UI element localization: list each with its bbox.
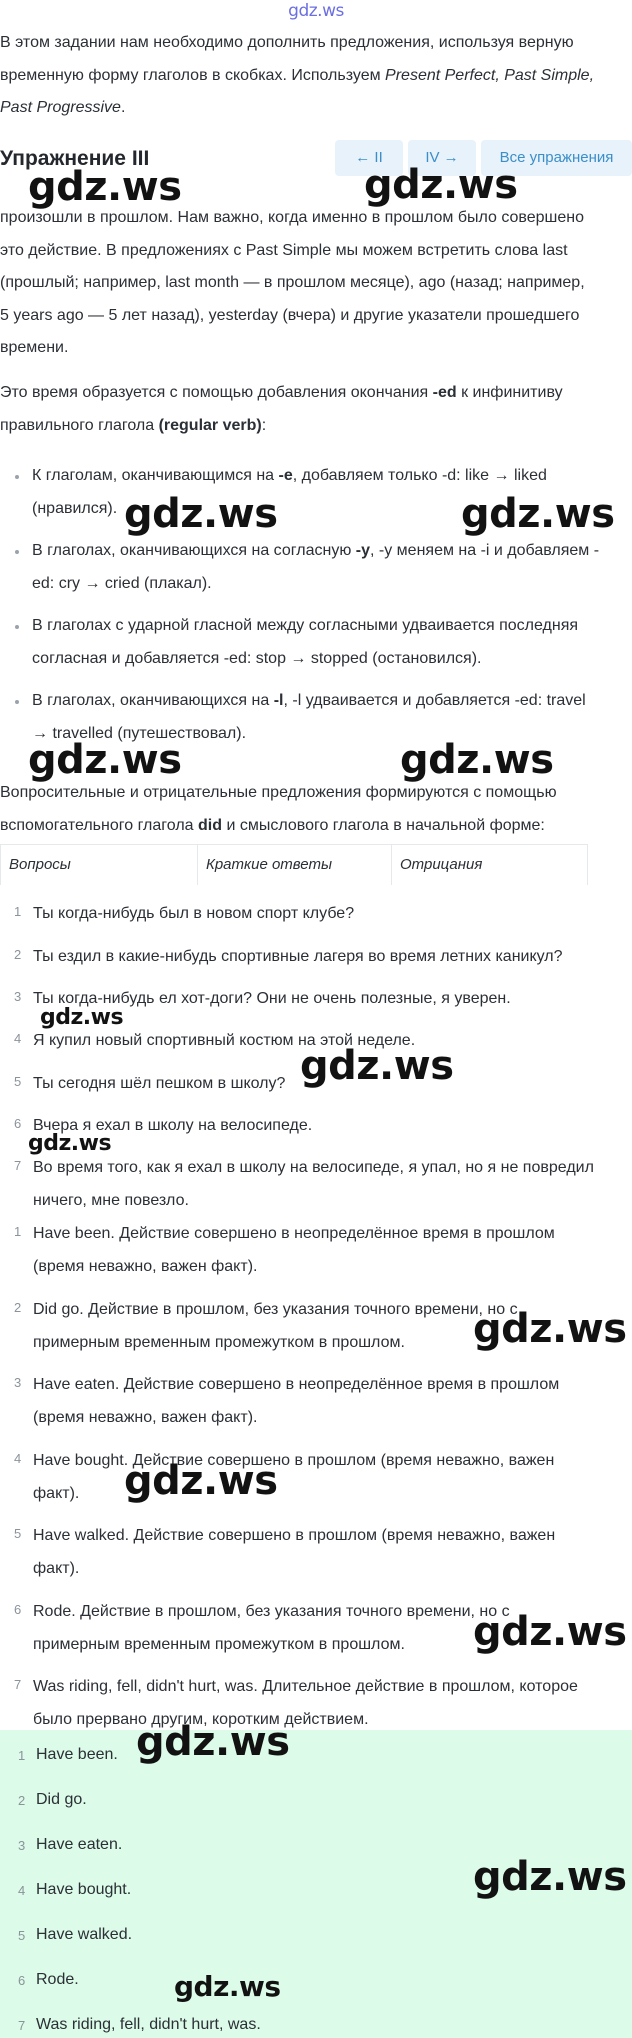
watermark: gdz.ws: [136, 1719, 290, 1765]
list-item: Ты ездил в какие-нибудь спортивные лагеря во время летних каникул?: [33, 948, 563, 965]
intro-line-1: В этом задании нам необходимо дополнить предложения, используя верную: [0, 34, 574, 51]
intro-line-2: [0, 60, 632, 93]
watermark: gdz.ws: [473, 1854, 627, 1900]
list-item-continuation: ничего, мне повезло.: [33, 1192, 189, 1209]
list-item: Have walked. Действие совершено в прошлом (время неважно, важен: [33, 1527, 556, 1544]
answer-item: Did go.: [36, 1791, 87, 1808]
list-item-continuation: (время неважно, важен факт).: [33, 1409, 258, 1426]
answer-number: 6: [18, 1973, 26, 1988]
answer-item: Have bought.: [36, 1881, 132, 1898]
list-item: Have eaten. Действие совершено в неопределённое время в прошлом: [33, 1376, 560, 1393]
site-logo[interactable]: gdz.ws: [288, 1, 344, 21]
theory-text: :: [261, 416, 267, 434]
watermark: gdz.ws: [364, 162, 518, 208]
grammar-table: [0, 844, 588, 885]
list-item: Rode. Действие в прошлом, без указания точного времени, но с: [33, 1603, 510, 1620]
prev-exercise-button[interactable]: ← II: [335, 140, 403, 176]
theory-line: времени.: [0, 339, 69, 356]
theory-line: 5 years ago — 5 лет назад), yesterday (вчера) и другие указатели прошедшего: [0, 306, 580, 324]
answer-number: 2: [18, 1793, 26, 1808]
intro-paragraph: [0, 27, 632, 125]
watermark: gdz.ws: [28, 737, 182, 783]
table-header-short-answers: Краткие ответы: [197, 845, 391, 885]
all-exercises-button[interactable]: Все упражнения: [481, 140, 632, 176]
list-number: 5: [14, 1526, 22, 1541]
theory-paragraph-3: [0, 777, 632, 842]
list-item-continuation: факт).: [33, 1485, 80, 1502]
bullet-text: , добавляем только -d: like → liked: [292, 467, 547, 484]
list-number: 2: [14, 1300, 22, 1315]
watermark: gdz.ws: [124, 1458, 278, 1504]
list-item: Я купил новый спортивный костюм на этой неделе.: [33, 1032, 416, 1049]
watermark: gdz.ws: [40, 1005, 124, 1030]
theory-line: (прошлый; например, last month — в прошлом месяце), ago (назад; например,: [0, 274, 585, 291]
watermark: gdz.ws: [400, 737, 554, 783]
list-number: 6: [14, 1602, 22, 1617]
list-item: Ты сегодня шёл пешком в школу?: [33, 1075, 286, 1092]
theory-regular-verb: (regular verb): [158, 416, 262, 434]
answer-number: 7: [18, 2018, 26, 2033]
bullet-item-stressed: [32, 610, 632, 675]
bullet-ending: -l: [273, 692, 284, 709]
theory-did: did: [198, 816, 222, 834]
answer-number: 1: [18, 1748, 26, 1763]
list-number: 1: [14, 904, 22, 919]
theory-paragraph-1: [0, 202, 632, 365]
list-number: 2: [14, 947, 22, 962]
theory-text: правильного глагола: [0, 416, 159, 434]
bullet-line: ed: cry → cried (плакал).: [32, 574, 212, 592]
watermark: gdz.ws: [28, 164, 182, 210]
bullet-marker: [15, 475, 19, 479]
theory-text: к инфинитиву: [456, 384, 563, 401]
theory-line: Вопросительные и отрицательные предложения формируются с помощью: [0, 784, 557, 801]
watermark: gdz.ws: [473, 1306, 627, 1352]
answer-item: Have walked.: [36, 1926, 133, 1943]
list-number: 6: [14, 1116, 22, 1131]
theory-line: это действие. В предложениях с Past Simple мы можем встретить слова last: [0, 241, 568, 259]
list-item: Have been. Действие совершено в неопределённое время в прошлом: [33, 1225, 555, 1242]
bullet-ending: -e: [278, 467, 293, 484]
theory-line: [0, 377, 632, 410]
bullet-text: В глаголах, оканчивающихся на: [32, 692, 274, 709]
bullet-marker: [15, 625, 19, 629]
bullet-marker: [15, 700, 19, 704]
bullet-text: , -l удваивается и добавляется -ed: travel: [283, 692, 586, 709]
list-number: 3: [14, 989, 22, 1004]
answer-number: 3: [18, 1838, 26, 1853]
watermark: gdz.ws: [300, 1043, 454, 1089]
intro-tense-progressive: Past Progressive: [0, 99, 121, 116]
bullet-line: [32, 685, 632, 718]
intro-tenses: Present Perfect, Past Simple,: [385, 66, 595, 84]
answer-item: Have eaten.: [36, 1836, 123, 1853]
list-item-continuation: факт).: [33, 1560, 80, 1577]
watermark: gdz.ws: [124, 491, 278, 537]
answer-item: Was riding, fell, didn't hurt, was.: [36, 2016, 261, 2033]
theory-text: Это время образуется с помощью добавления окончания: [0, 384, 433, 401]
bullet-item-y: [32, 535, 632, 600]
list-number: 5: [14, 1074, 22, 1089]
intro-text: временную форму глаголов в скобках. Используем: [0, 66, 386, 84]
list-item: Have bought. Действие совершено в прошлом (время неважно, важен: [33, 1452, 555, 1469]
answer-item: Rode.: [36, 1971, 79, 1988]
theory-line: [0, 410, 632, 443]
theory-text: вспомогательного глагола: [0, 816, 198, 834]
list-item-continuation: примерным временным промежутком в прошлом.: [33, 1636, 405, 1653]
bullet-line: В глаголах с ударной гласной между согласными удваивается последняя: [32, 617, 579, 634]
watermark: gdz.ws: [28, 1131, 112, 1156]
list-number: 4: [14, 1031, 22, 1046]
bullet-text: К глаголам, оканчивающимся на: [32, 467, 279, 484]
table-header-questions: Вопросы: [9, 856, 71, 873]
list-item: Вчера я ехал в школу на велосипеде.: [33, 1117, 313, 1134]
bullet-ending: -y: [355, 542, 370, 559]
watermark: gdz.ws: [461, 491, 615, 537]
theory-ending: -ed: [432, 384, 457, 401]
theory-paragraph-2: [0, 377, 632, 442]
list-item: Was riding, fell, didn't hurt, was. Длительное действие в прошлом, которое: [33, 1678, 578, 1695]
list-item: Did go. Действие в прошлом, без указания точного времени, но с: [33, 1301, 518, 1318]
list-item-continuation: было прервано другим, коротким действием.: [33, 1711, 369, 1728]
bullet-line: → travelled (путешествовал).: [32, 724, 247, 742]
bullet-marker: [15, 550, 19, 554]
bullet-text: , -y меняем на -i и добавляем -: [370, 542, 600, 559]
list-number: 4: [14, 1451, 22, 1466]
list-item: Во время того, как я ехал в школу на велосипеде, я упал, но я не повредил: [33, 1159, 594, 1176]
list-number: 1: [14, 1224, 22, 1239]
answer-item: Have been.: [36, 1746, 118, 1763]
table-header-negations: Отрицания: [391, 845, 587, 885]
watermark: gdz.ws: [174, 1970, 281, 2003]
list-number: 3: [14, 1375, 22, 1390]
watermark: gdz.ws: [473, 1609, 627, 1655]
theory-line: [0, 810, 632, 843]
bullet-line: (нравился).: [32, 499, 118, 517]
list-item: Ты когда-нибудь был в новом спорт клубе?: [33, 905, 355, 922]
list-item-continuation: примерным временным промежутком в прошлом.: [33, 1334, 405, 1351]
bullet-line: [32, 460, 632, 493]
next-exercise-button[interactable]: IV →: [408, 140, 476, 176]
intro-dot: .: [120, 99, 126, 116]
list-item-continuation: (время неважно, важен факт).: [33, 1258, 258, 1275]
answer-number: 5: [18, 1928, 26, 1943]
list-number: 7: [14, 1677, 22, 1692]
theory-line: произошли в прошлом. Нам важно, когда именно в прошлом было совершено: [0, 209, 585, 226]
intro-line-3: [0, 92, 632, 125]
bullet-line: согласная и добавляется -ed: stop → stopped (остановился).: [32, 649, 482, 667]
list-item: Ты когда-нибудь ел хот-доги? Они не очень полезные, я уверен.: [33, 990, 511, 1007]
answer-number: 4: [18, 1883, 26, 1898]
list-number: 7: [14, 1158, 22, 1173]
exercise-title: Упражнение III: [0, 147, 150, 170]
bullet-text: В глаголах, оканчивающихся на согласную: [32, 542, 356, 559]
theory-text: и смыслового глагола в начальной форме:: [222, 816, 545, 834]
bullet-line: [32, 535, 632, 568]
